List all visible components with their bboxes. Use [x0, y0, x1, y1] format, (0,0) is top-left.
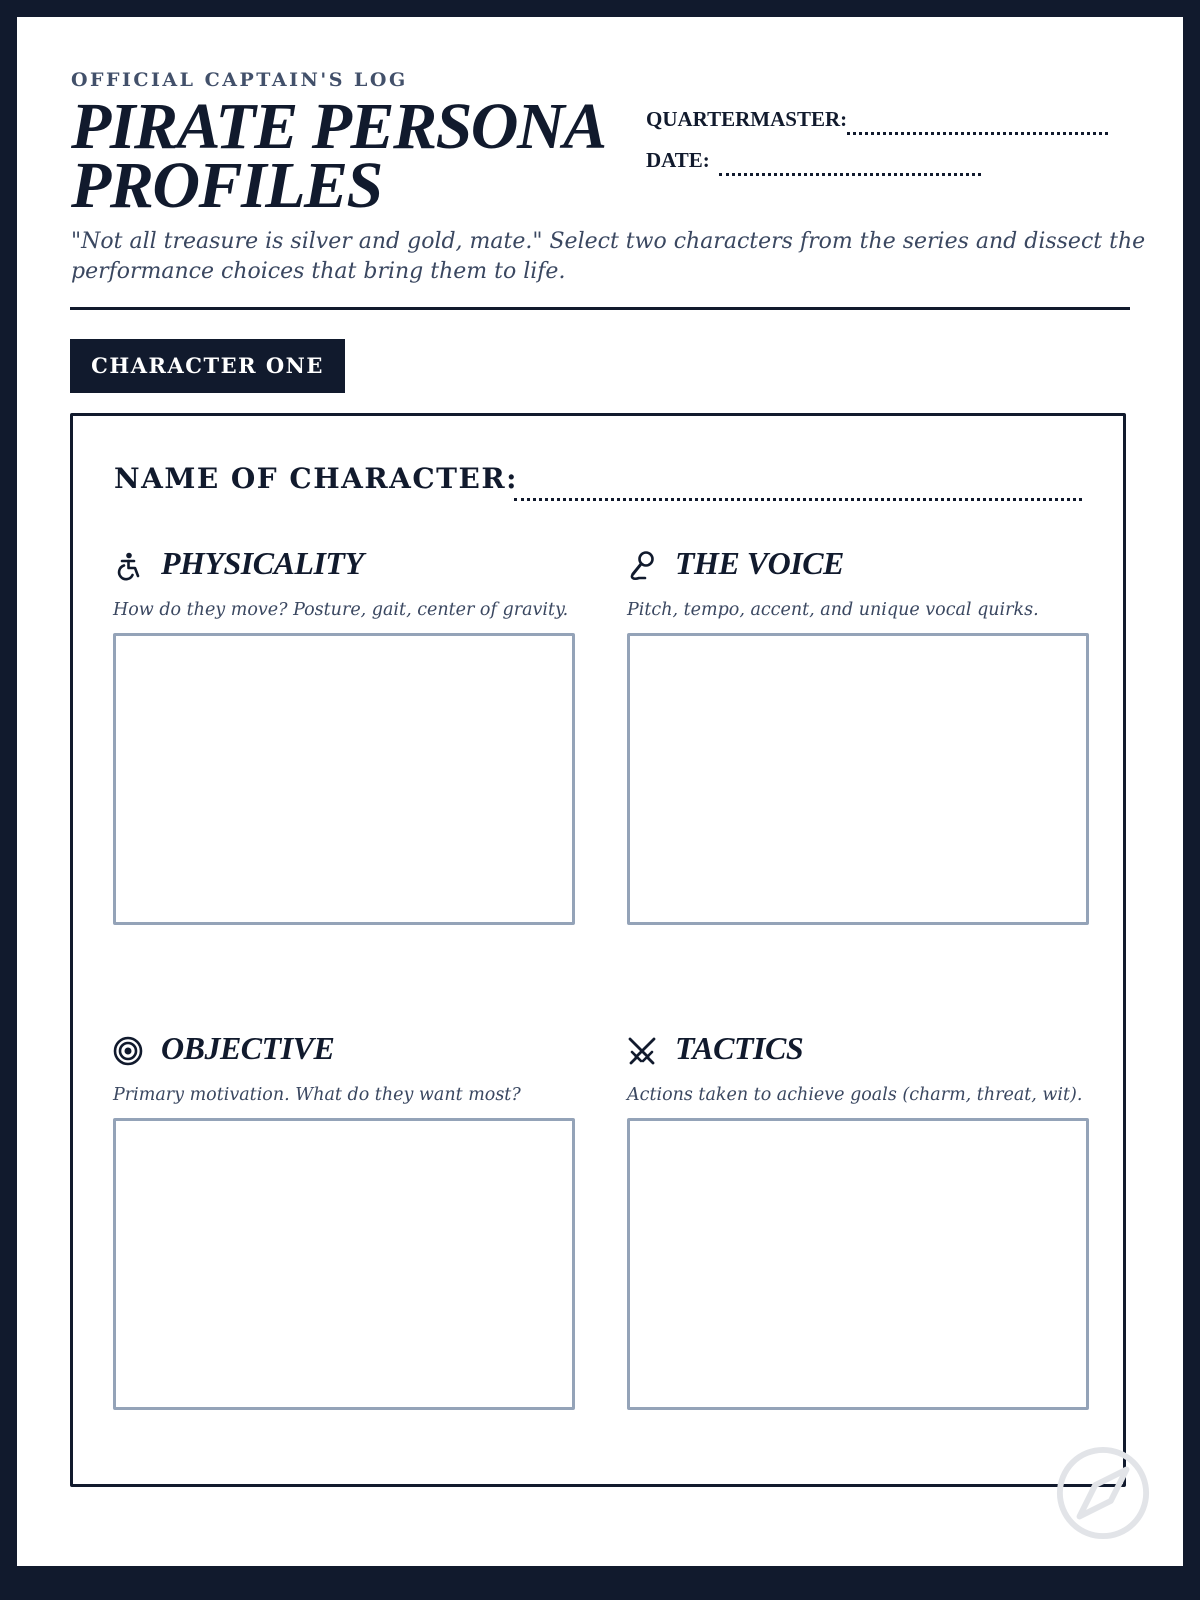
crossed-swords-icon [627, 1036, 657, 1066]
physicality-answer-box[interactable] [113, 633, 575, 925]
quartermaster-field[interactable] [847, 132, 1108, 135]
tactics-hint: Actions taken to achieve goals (charm, threat, wit). [627, 1085, 1083, 1105]
intro-quote: "Not all treasure is silver and gold, mate." Select two characters from the series and dissect the performance choices that bring them to life. [71, 229, 1146, 284]
character-card [70, 413, 1126, 1487]
tactics-title: TACTICS [675, 1030, 804, 1066]
microphone-icon [627, 551, 657, 581]
quartermaster-label: QUARTERMASTER: [646, 107, 848, 131]
tactics-answer-box[interactable] [627, 1118, 1089, 1410]
worksheet-page [17, 17, 1183, 1566]
objective-hint: Primary motivation. What do they want most? [113, 1085, 521, 1105]
character-name-label: NAME OF CHARACTER: [114, 462, 518, 495]
objective-answer-box[interactable] [113, 1118, 575, 1410]
compass-icon [1054, 1444, 1152, 1542]
character-name-field[interactable] [514, 498, 1082, 501]
eyebrow-label: OFFICIAL CAPTAIN'S LOG [71, 69, 408, 91]
voice-title: THE VOICE [675, 545, 844, 581]
voice-hint: Pitch, tempo, accent, and unique vocal quirks. [627, 600, 1039, 620]
objective-title: OBJECTIVE [161, 1030, 335, 1066]
physicality-hint: How do they move? Posture, gait, center of gravity. [113, 600, 569, 620]
character-section-tag: CHARACTER ONE [70, 339, 345, 393]
physicality-title: PHYSICALITY [161, 545, 364, 581]
accessibility-icon [113, 551, 143, 581]
date-label: DATE: [646, 148, 710, 172]
header-divider [70, 307, 1130, 310]
voice-answer-box[interactable] [627, 633, 1089, 925]
date-field[interactable] [719, 173, 981, 176]
target-icon [113, 1036, 143, 1066]
page-title: PIRATE PERSONA PROFILES [71, 90, 603, 222]
